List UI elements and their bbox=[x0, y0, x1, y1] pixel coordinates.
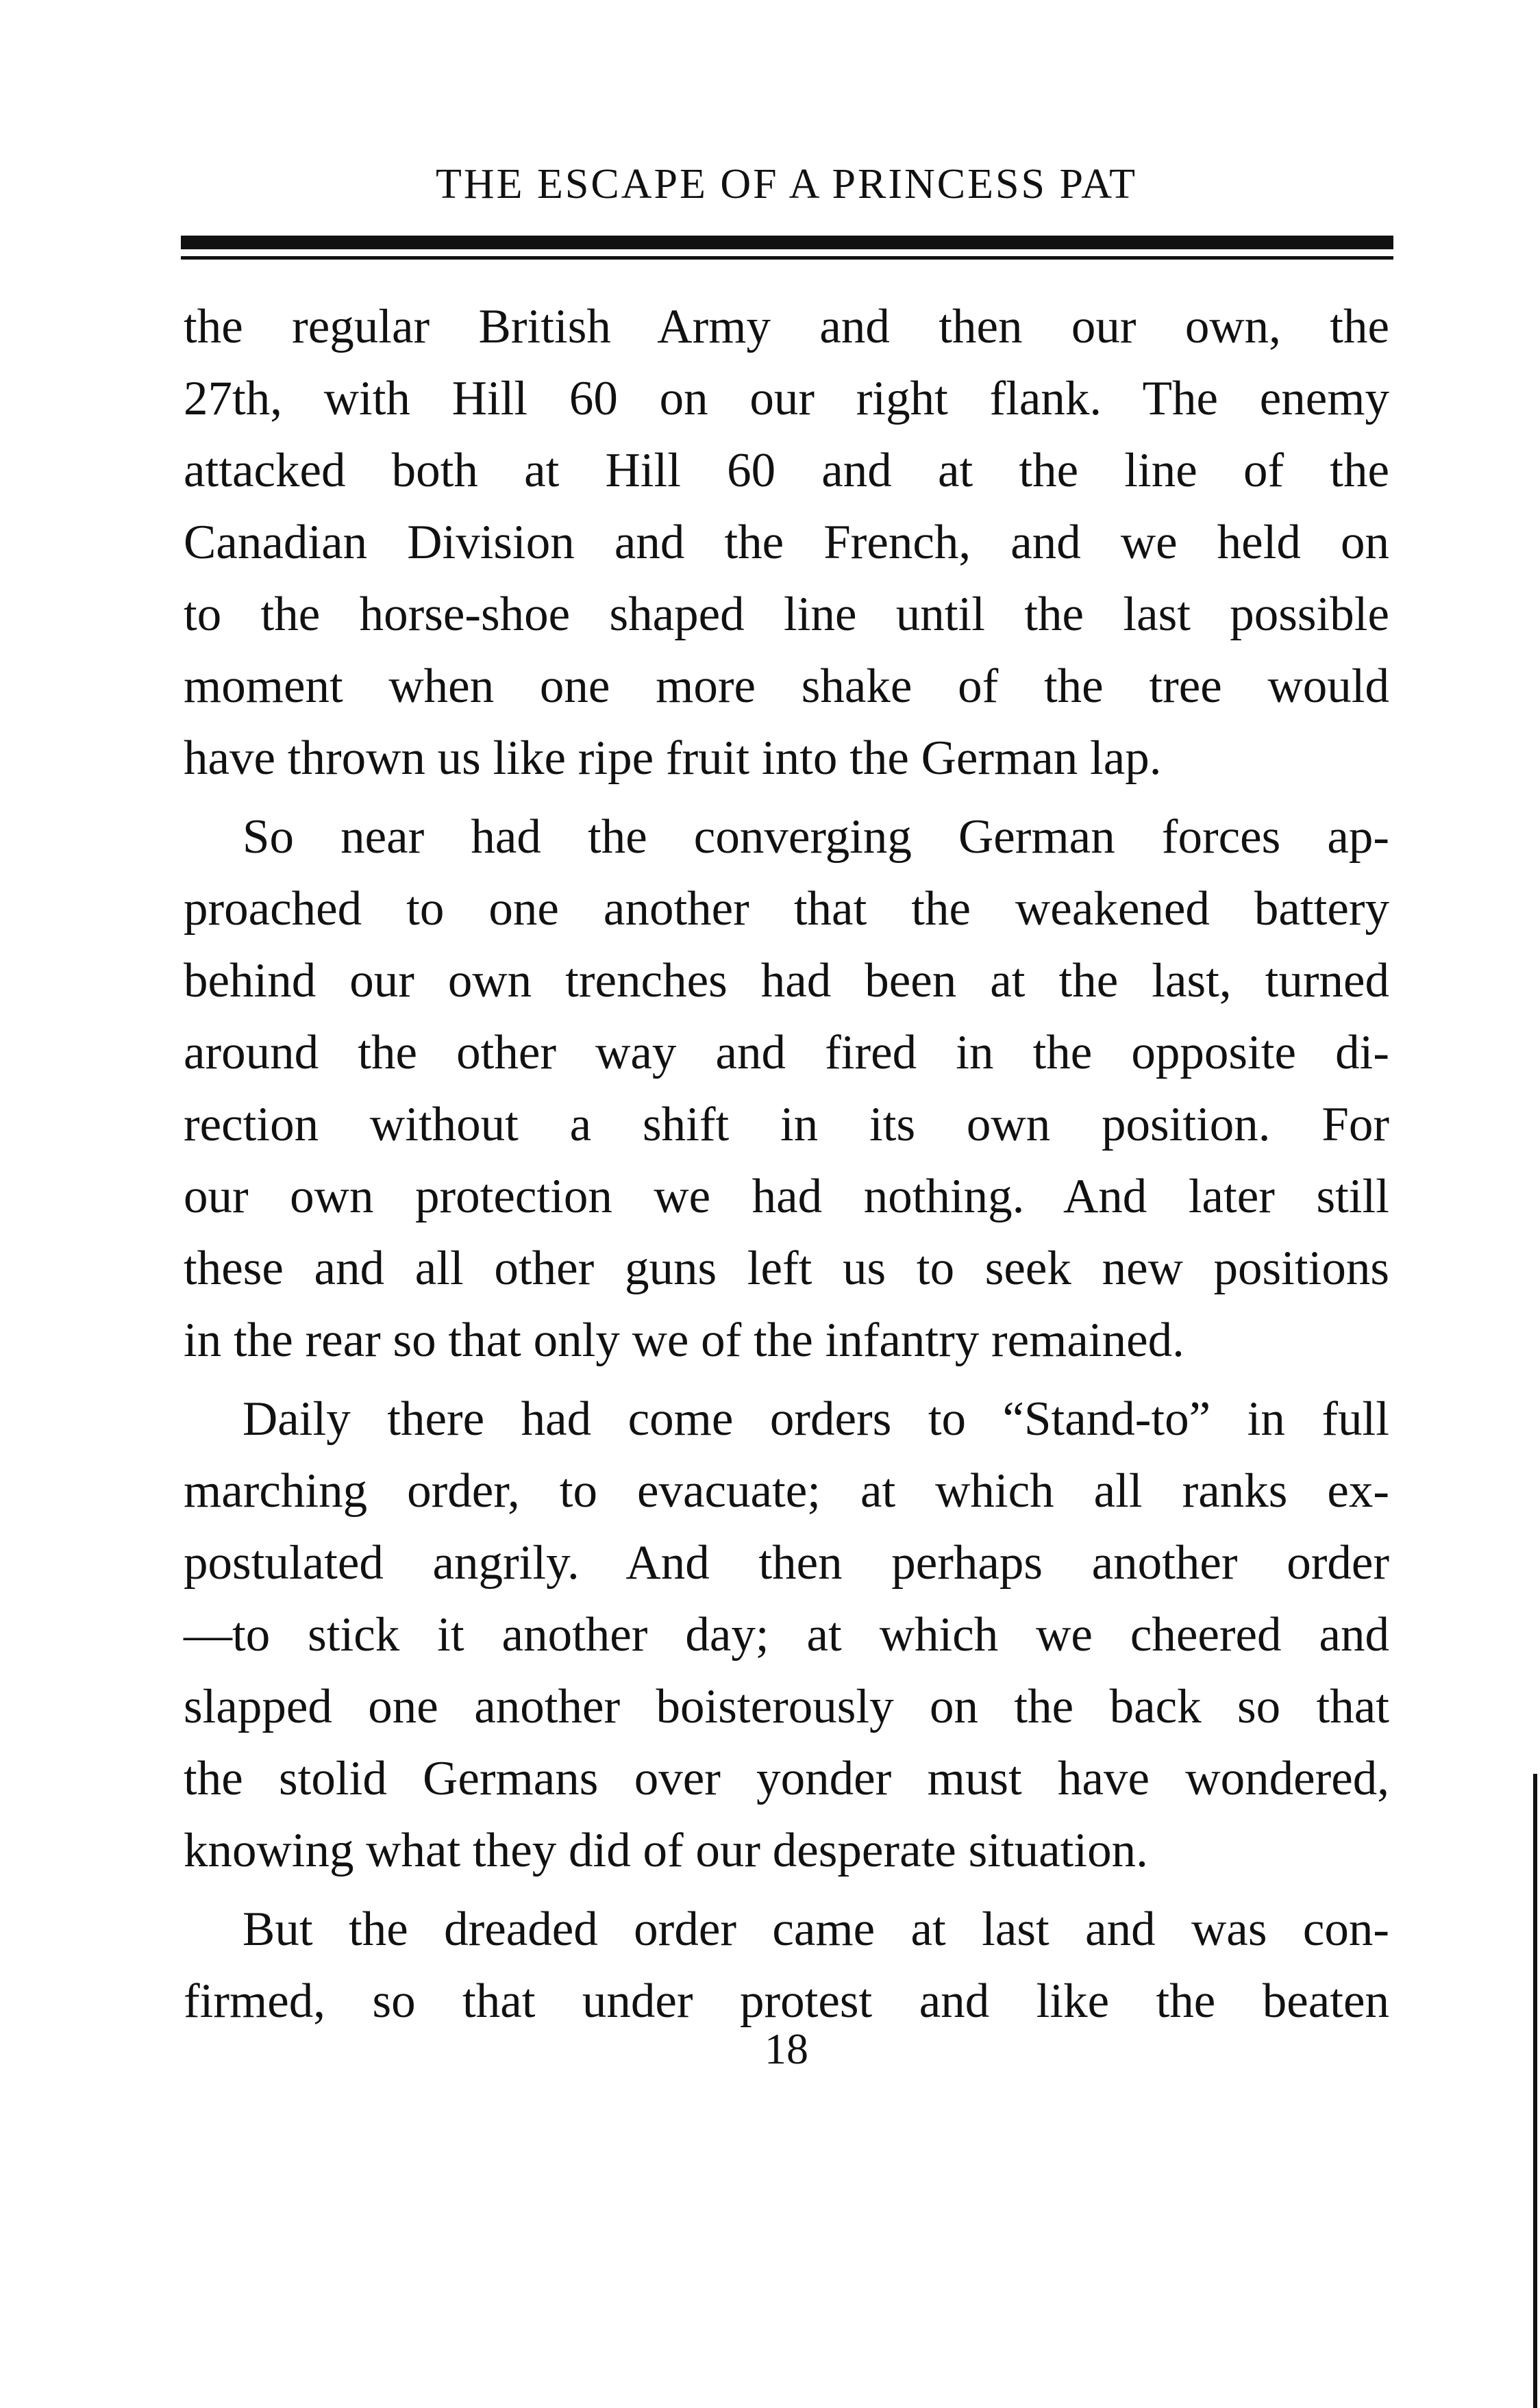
text-line: attacked both at Hill 60 and at the line of the bbox=[184, 444, 1389, 497]
header-rule-thick bbox=[181, 236, 1393, 249]
text-line: 27th, with Hill 60 on our right flank. The enemy bbox=[184, 372, 1389, 425]
text-line: —to stick it another day; at which we cheered and bbox=[184, 1608, 1389, 1661]
body-text bbox=[184, 291, 1389, 2037]
text-line: proached to one another that the weakened battery bbox=[184, 882, 1389, 936]
text-line: these and all other guns left us to seek new positions bbox=[184, 1242, 1389, 1295]
page-number: 18 bbox=[765, 2024, 808, 2073]
text-line: slapped one another boisterously on the back so that bbox=[184, 1680, 1389, 1733]
text-line: postulated angrily. And then perhaps another order bbox=[184, 1536, 1389, 1590]
text-line: around the other way and fired in the opposite di- bbox=[184, 1026, 1389, 1079]
text-line: moment when one more shake of the tree would bbox=[184, 660, 1389, 713]
text-line: the regular British Army and then our own, the bbox=[184, 300, 1389, 353]
text-line: knowing what they did of our desperate situation. bbox=[184, 1824, 1148, 1877]
page-edge-shadow bbox=[1533, 1774, 1537, 2408]
text-line: Canadian Division and the French, and we held on bbox=[184, 516, 1389, 569]
text-line: in the rear so that only we of the infantry remained. bbox=[184, 1314, 1184, 1367]
text-line: firmed, so that under protest and like the beaten bbox=[184, 1974, 1389, 2028]
text-line: to the horse-shoe shaped line until the last possible bbox=[184, 588, 1389, 641]
text-line: marching order, to evacuate; at which all ranks ex- bbox=[184, 1464, 1389, 1518]
text-line: Daily there had come orders to “Stand-to” in full bbox=[243, 1392, 1389, 1446]
text-line: our own protection we had nothing. And later still bbox=[184, 1170, 1389, 1223]
text-line: But the dreaded order came at last and was con- bbox=[243, 1903, 1389, 1956]
text-line: behind our own trenches had been at the last, turned bbox=[184, 954, 1389, 1007]
header-rule-thin bbox=[181, 256, 1393, 260]
running-head: THE ESCAPE OF A PRINCESS PAT bbox=[435, 161, 1138, 208]
text-line: the stolid Germans over yonder must have wondered, bbox=[184, 1752, 1389, 1805]
text-line: So near had the converging German forces ap- bbox=[243, 810, 1389, 864]
text-line: have thrown us like ripe fruit into the German lap. bbox=[184, 731, 1162, 785]
text-line: rection without a shift in its own position. For bbox=[184, 1098, 1389, 1151]
